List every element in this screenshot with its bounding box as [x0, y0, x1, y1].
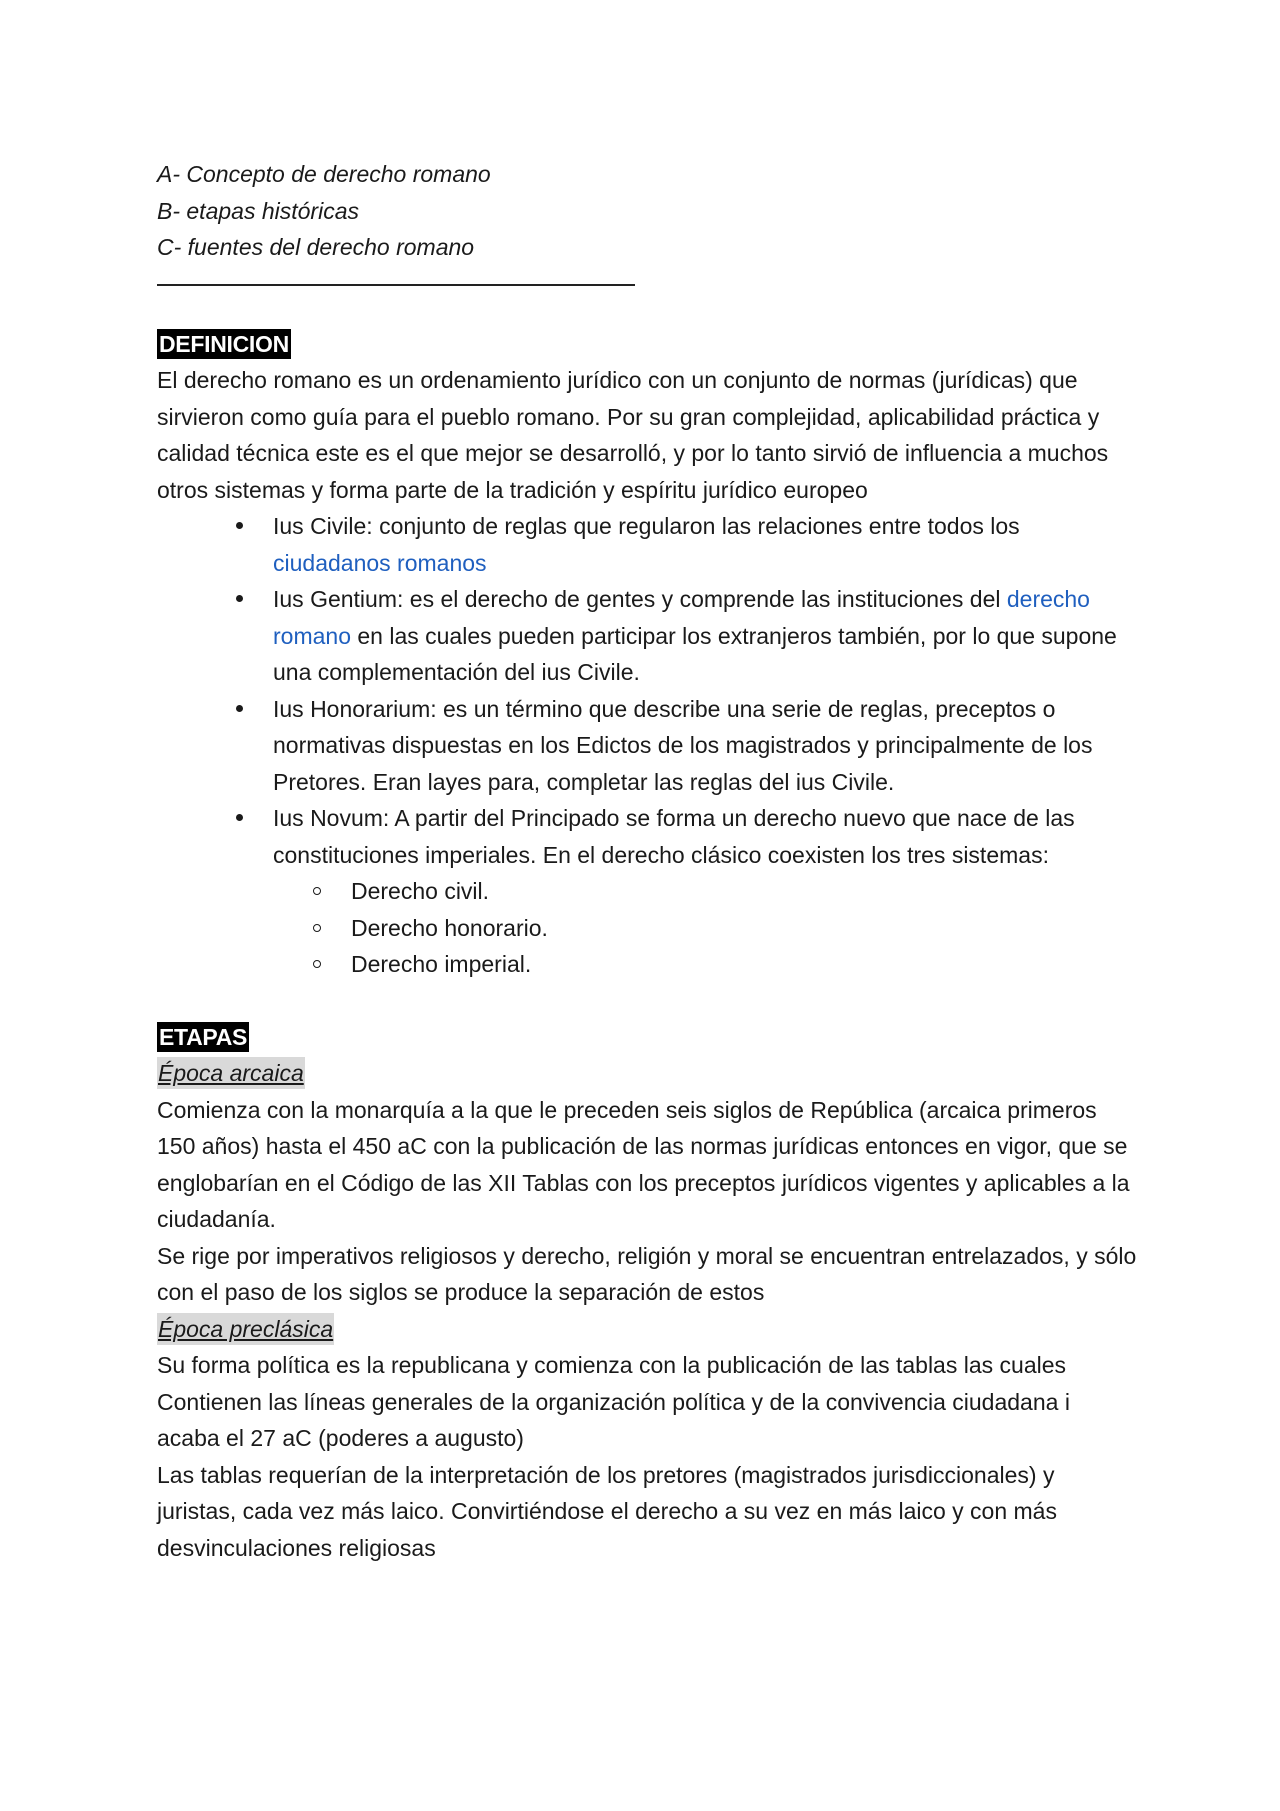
list-item-ius-civile — [273, 508, 1137, 581]
ius-gentium-text: Ius Gentium: es el derecho de gentes y comprende las instituciones del — [273, 586, 1007, 612]
document-body — [157, 156, 1137, 1566]
epoca-preclasica-title: Época preclásica — [157, 1313, 334, 1345]
divider-line — [157, 284, 635, 286]
arcaica-paragraph-1: Comienza con la monarquía a la que le preceden seis siglos de República (arcaica primeros 150 años) hasta el 450 aC con la publicación de las normas jurídicas entonces en vigor, que se englobarían en el Código de las XII Tablas con los preceptos jurídicos vigentes y aplicables a la ciudadanía. — [157, 1096, 1130, 1232]
preclasica-paragraph-1: Su forma política es la republicana y comienza con la publicación de las tablas las cuales Contienen las líneas generales de la organización política y de la convivencia ciudadana i acaba el 27 aC (poderes a augusto) — [157, 1352, 1070, 1451]
sistemas-sublist — [273, 873, 1137, 983]
ius-civile-text: Ius Civile: conjunto de reglas que regularon las relaciones entre todos los — [273, 513, 1020, 539]
sublist-item: Derecho imperial. — [351, 946, 1137, 983]
definicion-intro: El derecho romano es un ordenamiento jurídico con un conjunto de normas (jurídicas) que sirvieron como guía para el pueblo romano. Por su gran complejidad, aplicabilidad práctica y calidad técnica este es el que mejor se desarrolló, y por lo tanto sirvió de influencia a muchos otros sistemas y forma parte de la tradición y espíritu jurídico europeo — [157, 367, 1109, 503]
toc-item-c: C- fuentes del derecho romano — [157, 234, 475, 260]
etapas-section — [157, 1019, 1137, 1567]
definicion-heading: DEFINICION — [159, 330, 289, 357]
arcaica-paragraph-2: Se rige por imperativos religiosos y derecho, religión y moral se encuentran entrelazados, y sólo con el paso de los siglos se produce la separación de estos — [157, 1242, 1137, 1305]
definicion-section — [157, 326, 1137, 983]
list-item-ius-honorarium — [273, 691, 1137, 801]
list-item-ius-gentium — [273, 581, 1137, 691]
ius-novum-text: Ius Novum: A partir del Principado se forma un derecho nuevo que nace de las constituciones imperiales. En el derecho clásico coexisten los tres sistemas: — [273, 805, 1075, 868]
preclasica-paragraph-2: Las tablas requerían de la interpretación de los pretores (magistrados jurisdiccionales) y juristas, cada vez más laico. Convirtiéndose el derecho a su vez en más laico y con más desvinculaciones religiosas — [157, 1461, 1057, 1561]
ius-list — [157, 508, 1137, 983]
list-item-ius-novum — [273, 800, 1137, 983]
epoca-arcaica-title: Época arcaica — [157, 1057, 305, 1089]
link-ciudadanos-romanos[interactable]: ciudadanos romanos — [273, 549, 487, 576]
toc-item-b: B- etapas históricas — [157, 197, 359, 224]
ius-gentium-text-after: en las cuales pueden participar los extranjeros también, por lo que supone una complementación del ius Civile. — [273, 622, 1117, 685]
link-derecho-romano[interactable]: derecho romano — [273, 586, 1090, 649]
sublist-item: Derecho civil. — [351, 873, 1137, 910]
section-gap — [157, 983, 1137, 1019]
etapas-heading: ETAPAS — [159, 1023, 248, 1050]
sublist-item: Derecho honorario. — [351, 910, 1137, 947]
toc-item-a: A- Concepto de derecho romano — [157, 161, 491, 187]
ius-honorarium-text: Ius Honorarium: es un término que describe una serie de reglas, preceptos o normativas dispuestas en los Edictos de los magistrados y principalmente de los Pretores. Eran layes para, completar las reglas del ius Civile. — [273, 695, 1093, 795]
